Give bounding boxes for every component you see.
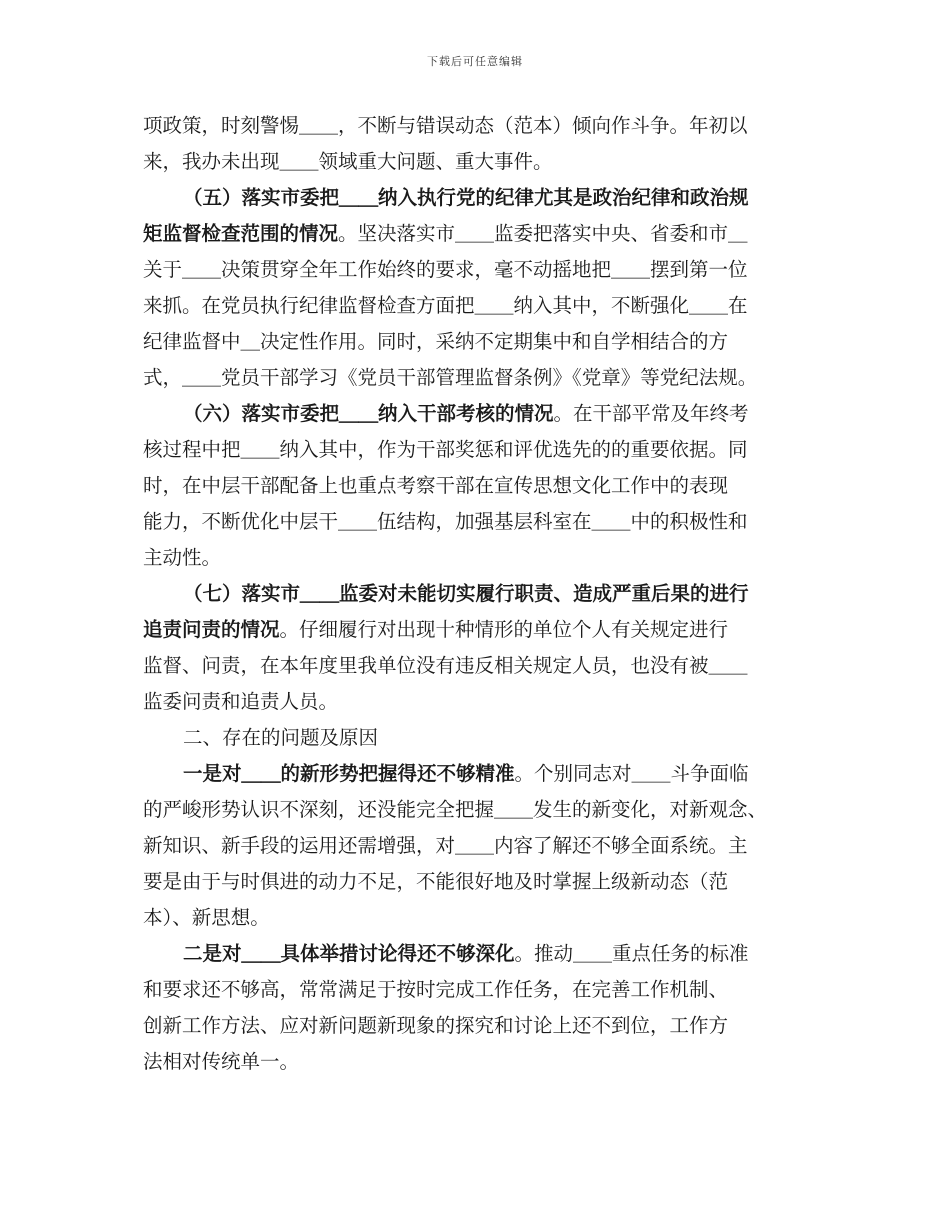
text-line bbox=[143, 900, 811, 936]
body-text: 。推动＿＿重点任务的标准 bbox=[514, 942, 749, 965]
text-line bbox=[143, 828, 811, 864]
text-line bbox=[143, 972, 811, 1008]
body-text: 和要求还不够高，常常满足于按时完成工作任务，在完善工作机制、 bbox=[143, 978, 729, 1001]
text-line bbox=[143, 792, 811, 828]
body-text: 新知识、新手段的运用还需增强，对＿＿内容了解还不够全面系统。主 bbox=[143, 834, 748, 857]
body-text: 。个别同志对＿＿斗争面临 bbox=[514, 762, 749, 785]
text-line bbox=[143, 648, 811, 684]
bold-heading-text: （七）落实市＿＿监委对未能切实履行职责、造成严重后果的进行 bbox=[183, 582, 749, 605]
body-text: 来，我办未出现＿＿领域重大问题、重大事件。 bbox=[143, 150, 553, 173]
text-line bbox=[143, 612, 811, 648]
paragraph bbox=[143, 396, 811, 576]
text-line bbox=[143, 756, 811, 792]
text-line bbox=[143, 576, 811, 612]
text-line bbox=[143, 288, 811, 324]
bold-heading-text: 追责问责的情况 bbox=[143, 618, 280, 641]
body-text: 。坚决落实市＿＿监委把落实中央、省委和市＿ bbox=[338, 222, 748, 245]
bold-heading-text: 一是对＿＿的新形势把握得还不够精准 bbox=[183, 762, 515, 785]
body-text: 创新工作方法、应对新问题新现象的探究和讨论上还不到位，工作方 bbox=[143, 1014, 729, 1037]
text-line bbox=[143, 720, 811, 756]
body-text: 纪律监督中＿决定性作用。同时，采纳不定期集中和自学相结合的方 bbox=[143, 330, 729, 353]
body-text: 监委问责和追责人员。 bbox=[143, 690, 339, 713]
text-line bbox=[143, 468, 811, 504]
body-text: 的严峻形势认识不深刻，还没能完全把握＿＿发生的新变化，对新观念、 bbox=[143, 798, 768, 821]
body-text: 。仔细履行对出现十种情形的单位个人有关规定进行 bbox=[279, 618, 729, 641]
body-text: 二、存在的问题及原因 bbox=[183, 726, 379, 749]
body-text: 来抓。在党员执行纪律监督检查方面把＿＿纳入其中，不断强化＿＿在 bbox=[143, 294, 748, 317]
text-line bbox=[143, 144, 811, 180]
bold-heading-text: 矩监督检查范围的情况 bbox=[143, 222, 339, 245]
paragraph bbox=[143, 720, 811, 756]
text-line bbox=[143, 1044, 811, 1080]
text-line bbox=[143, 684, 811, 720]
body-text: 主动性。 bbox=[143, 546, 222, 569]
paragraph bbox=[143, 576, 811, 720]
body-text: 法相对传统单一。 bbox=[143, 1050, 300, 1073]
text-line bbox=[143, 432, 811, 468]
text-line bbox=[143, 504, 811, 540]
body-text: 要是由于与时俱进的动力不足，不能很好地及时掌握上级新动态（范 bbox=[143, 870, 729, 893]
text-line bbox=[143, 540, 811, 576]
paragraph bbox=[143, 180, 811, 396]
text-line bbox=[143, 252, 811, 288]
bold-heading-text: （六）落实市委把＿＿纳入干部考核的情况 bbox=[183, 402, 554, 425]
body-text: 式，＿＿党员干部学习《党员干部管理监督条例》《党章》等党纪法规。 bbox=[143, 366, 758, 389]
text-line bbox=[143, 936, 811, 972]
bold-heading-text: 二是对＿＿具体举措讨论得还不够深化 bbox=[183, 942, 515, 965]
document-body bbox=[143, 108, 811, 1080]
text-line bbox=[143, 324, 811, 360]
body-text: 监督、问责，在本年度里我单位没有违反相关规定人员，也没有被＿＿ bbox=[143, 654, 748, 677]
body-text: 能力，不断优化中层干＿＿伍结构，加强基层科室在＿＿中的积极性和 bbox=[143, 510, 748, 533]
body-text: 。在干部平常及年终考 bbox=[553, 402, 749, 425]
page-header: 下载后可任意编辑 bbox=[427, 55, 523, 68]
paragraph bbox=[143, 936, 811, 1080]
bold-heading-text: （五）落实市委把＿＿纳入执行党的纪律尤其是政治纪律和政治规 bbox=[183, 186, 749, 209]
body-text: 时，在中层干部配备上也重点考察干部在宣传思想文化工作中的表现 bbox=[143, 474, 729, 497]
text-line bbox=[143, 108, 811, 144]
body-text: 本）、新思想。 bbox=[143, 906, 270, 929]
text-line bbox=[143, 180, 811, 216]
paragraph bbox=[143, 756, 811, 936]
text-line bbox=[143, 216, 811, 252]
text-line bbox=[143, 360, 811, 396]
text-line bbox=[143, 864, 811, 900]
body-text: 项政策，时刻警惕＿＿，不断与错误动态（范本）倾向作斗争。年初以 bbox=[143, 114, 748, 137]
body-text: 关于＿＿决策贯穿全年工作始终的要求，毫不动摇地把＿＿摆到第一位 bbox=[143, 258, 748, 281]
text-line bbox=[143, 396, 811, 432]
text-line bbox=[143, 1008, 811, 1044]
paragraph bbox=[143, 108, 811, 180]
body-text: 核过程中把＿＿纳入其中，作为干部奖惩和评优选先的的重要依据。同 bbox=[143, 438, 748, 461]
